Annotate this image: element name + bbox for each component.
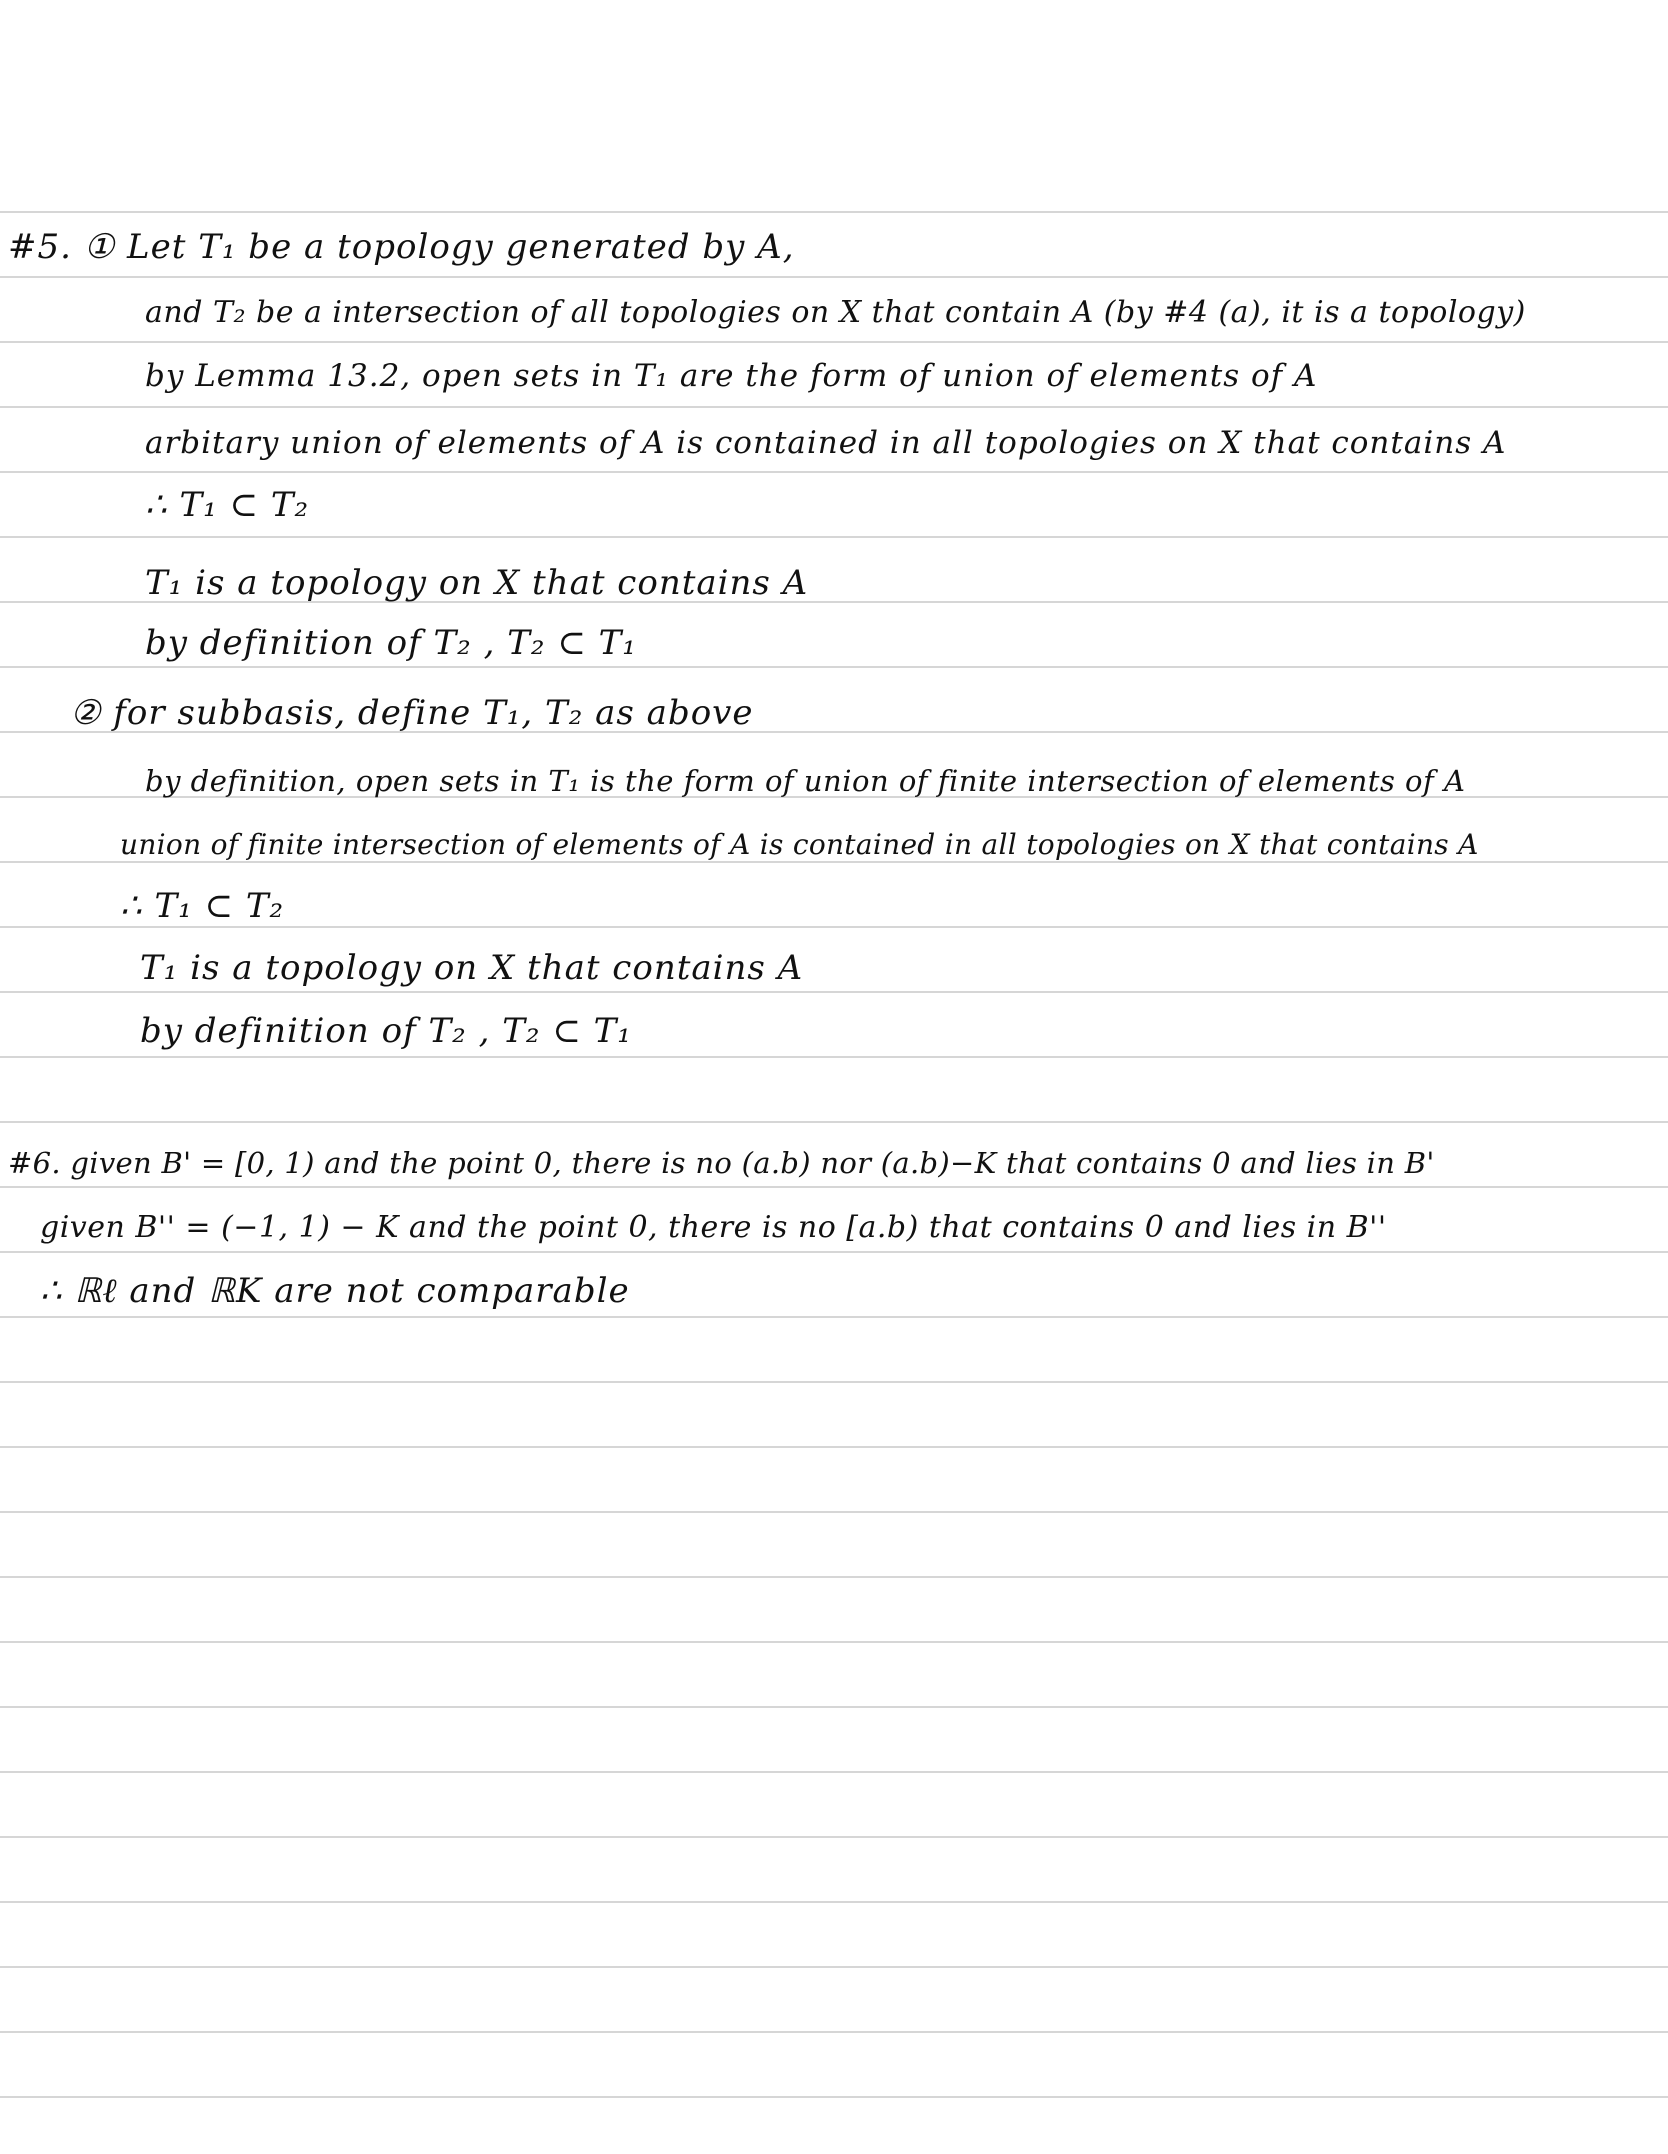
problem-6-heading: #6. given B' = [0, 1) and the point 0, there is no (a.b) nor (a.b)−K that contains 0 and lies in B': [8, 1146, 1435, 1180]
note-line: ∴ ℝℓ and ℝK are not comparable: [40, 1271, 630, 1311]
note-line: union of finite intersection of elements of A is contained in all topologies on X that contains A: [120, 828, 1479, 861]
note-line: ② for subbasis, define T₁, T₂ as above: [70, 693, 754, 733]
note-line: by definition of T₂ , T₂ ⊂ T₁: [140, 1011, 632, 1051]
note-line: ∴ T₁ ⊂ T₂: [120, 886, 285, 926]
note-line: by Lemma 13.2, open sets in T₁ are the form of union of elements of A: [145, 358, 1318, 394]
note-line: given B'' = (−1, 1) − K and the point 0, there is no [a.b) that contains 0 and lies in B'': [40, 1210, 1387, 1245]
note-line: T₁ is a topology on X that contains A: [145, 563, 809, 603]
note-line: by definition of T₂ , T₂ ⊂ T₁: [145, 623, 637, 663]
note-line: T₁ is a topology on X that contains A: [140, 948, 804, 988]
note-line: by definition, open sets in T₁ is the form of union of finite intersection of elements of A: [145, 764, 1466, 798]
note-line: ∴ T₁ ⊂ T₂: [145, 485, 310, 525]
problem-5-heading: #5. ① Let T₁ be a topology generated by A,: [8, 227, 795, 267]
note-line: arbitary union of elements of A is contained in all topologies on X that contains A: [145, 425, 1507, 461]
note-line: and T₂ be a intersection of all topologies on X that contain A (by #4 (a), it is a topology): [145, 295, 1526, 330]
